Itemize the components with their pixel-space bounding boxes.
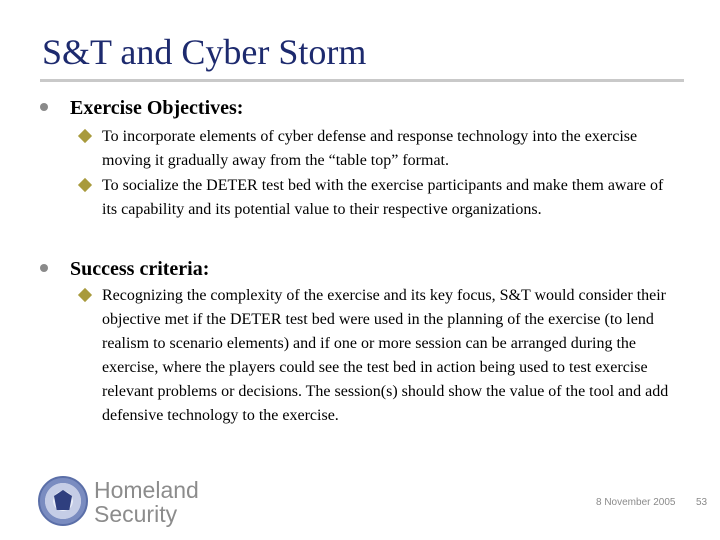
logo-line-2: Security (94, 501, 178, 527)
list-item-text: To socialize the DETER test bed with the exercise participants and make them aware of its capability and its potential value to their respective organizations. (102, 177, 664, 218)
bullet-diamond-icon (78, 178, 92, 192)
bullet-dot-icon (40, 264, 48, 272)
bullet-dot-icon (40, 103, 48, 111)
dhs-seal-icon (38, 476, 88, 526)
bullet-diamond-icon (78, 129, 92, 143)
section-heading: Exercise Objectives: (70, 97, 244, 119)
logo-line-1: Homeland (94, 477, 199, 503)
bullet-diamond-icon (78, 288, 92, 302)
homeland-security-logo (38, 476, 238, 530)
list-item-text: To incorporate elements of cyber defense and response technology into the exercise moving it gradually away from the “table top” format. (102, 128, 638, 169)
list-item-text: Recognizing the complexity of the exercise and its key focus, S&T would consider their objective met if the DETER test bed were used in the planning of the exercise (to lend realism to scenario elements) and if one or more session can be arranged during the exercise, where the players could see the test bed in action being used to test exercise relevant problems or decisions. The session(s) should show the value of the tool and add defensive technology to the exercise. (102, 287, 669, 424)
footer-date: 8 November 2005 (596, 497, 676, 508)
slide-title: S&T and Cyber Storm (42, 32, 367, 72)
logo-wordmark (94, 478, 199, 526)
section-heading: Success criteria: (70, 258, 210, 280)
page-number: 53 (696, 497, 708, 508)
title-divider (40, 79, 684, 82)
